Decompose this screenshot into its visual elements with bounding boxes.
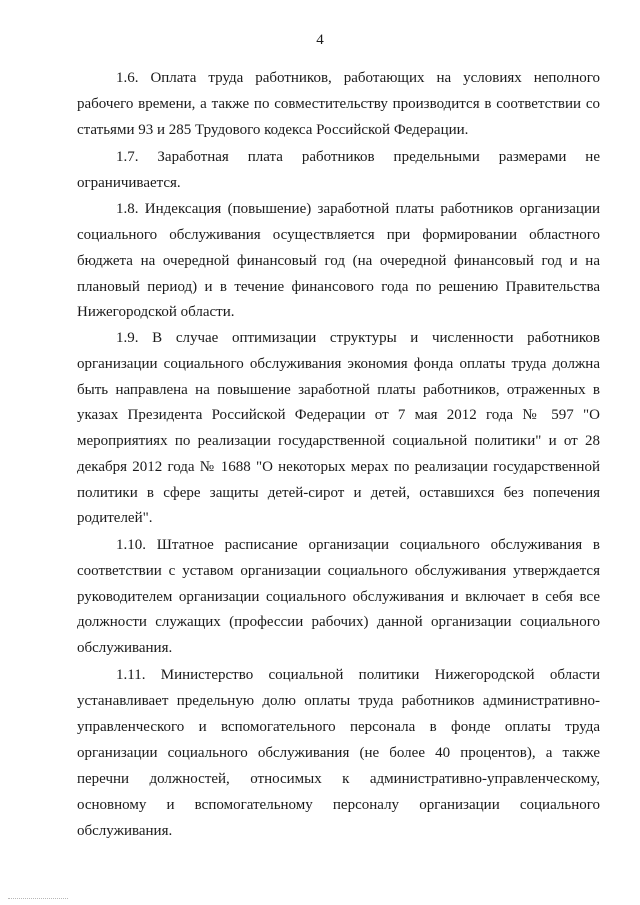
text-line: быть направлена на повышение заработной платы работников, отраженных в [77, 382, 600, 398]
text-line: мероприятиях по реализации государственной социальной политики" и от 28 [77, 433, 600, 449]
text-line: 1.6. Оплата труда работников, работающих на условиях неполного [116, 70, 600, 86]
text-line: перечни должностей, относимых к административно-управленческому, [77, 771, 600, 787]
text-line: соответствии с уставом организации социального обслуживания утверждается [77, 563, 600, 579]
text-line: 1.11. Министерство социальной политики Нижегородской области [116, 667, 600, 683]
text-line: статьями 93 и 285 Трудового кодекса Российской Федерации. [77, 122, 469, 138]
text-line: обслуживания. [77, 640, 173, 656]
text-line: организации социального обслуживания (не более 40 процентов), а также [77, 745, 600, 761]
text-line: бюджета на очередной финансовый год (на очередной финансовый год и на [77, 253, 600, 269]
text-line: руководителем организации социального обслуживания и включает в себя все [77, 589, 600, 605]
text-line: управленческого и вспомогательного персонала в фонде оплаты труда [77, 719, 600, 735]
text-line: ограничивается. [77, 175, 181, 191]
text-line: должности служащих (профессии рабочих) данной организации социального [77, 614, 600, 630]
text-line: организации социального обслуживания экономия фонда оплаты труда должна [77, 356, 600, 372]
text-line: социального обслуживания осуществляется при формировании областного [77, 227, 600, 243]
text-line: политики в сфере защиты детей-сирот и детей, оставшихся без попечения [77, 485, 600, 501]
text-line: указах Президента Российской Федерации от 7 мая 2012 года № 597 "О [77, 407, 600, 423]
text-line: устанавливает предельную долю оплаты труда работников административно- [77, 693, 600, 709]
text-line: 1.7. Заработная плата работников предельными размерами не [116, 149, 600, 165]
text-line: декабря 2012 года № 1688 "О некоторых мерах по реализации государственной [77, 459, 600, 475]
text-line: 1.8. Индексация (повышение) заработной платы работников организации [116, 201, 600, 217]
text-line: основному и вспомогательному персоналу организации социального [77, 797, 600, 813]
scan-edge-marks [8, 896, 68, 899]
text-line: 1.9. В случае оптимизации структуры и численности работников [116, 330, 600, 346]
page-number: 4 [316, 32, 324, 48]
text-line: Нижегородской области. [77, 304, 235, 320]
text-line: 1.10. Штатное расписание организации социального обслуживания в [116, 537, 600, 553]
text-line: родителей". [77, 510, 153, 526]
text-line: плановый период) и в течение финансового года по решению Правительства [77, 279, 600, 295]
text-line: обслуживания. [77, 823, 173, 839]
text-line: рабочего времени, а также по совместительству производится в соответствии со [77, 96, 600, 112]
